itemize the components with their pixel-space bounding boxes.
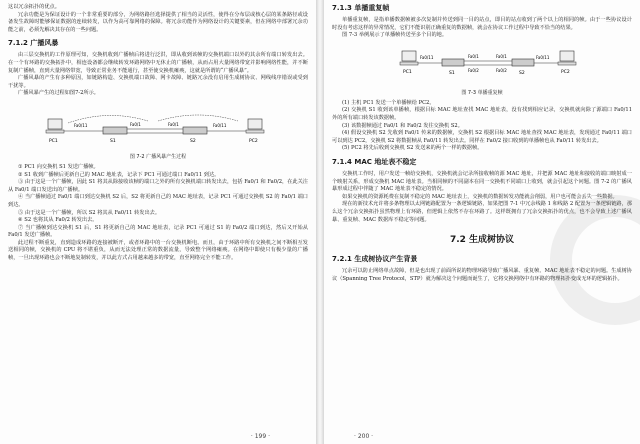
switch-s1-icon [103, 127, 127, 134]
left-para-2: 广播风暴的产生有多种原因，如链路构造、交换机端口故障、网卡故障、链路冗余没有启用生成树协议、网线线序错误或受到干扰等。 [8, 75, 308, 89]
pc1-label: PC1 [49, 138, 58, 144]
fig3-pc2-icon [560, 51, 574, 61]
left-tail-para: 此过程不断重复，直到造成环路的连接被断开，或者环路中的一台交换机断电。而且，由于环路中所有交换机之间不断相互发送相同的帧，交换机的 CPU 将不堪重负，从而无法处理正常的数据流量，导致整个网络瘫痪。在网络中即使只有极少量的广播帧，一旦出现环路也会不断地复制转发，并以此方式占用越来越多的带宽，直至网络完全不能工作。 [8, 239, 308, 262]
fig3-s1-label: S1 [449, 70, 455, 76]
figure-7-3-caption: 图 7-3 单播重复帧 [461, 89, 503, 96]
fig3-switch-s2-icon [512, 59, 534, 66]
right-column [332, 0, 632, 283]
figure-7-2-diagram [8, 101, 308, 151]
fig3-s2-fa01: Fa0/1 [496, 53, 507, 59]
left-step-6: ⑥ S2 也将其从 Fa0/2 转发出去。 [18, 217, 98, 224]
pc1-icon [48, 119, 62, 129]
pc2-label: PC2 [249, 138, 258, 144]
s2-fa011-label: Fa0/11 [213, 122, 227, 128]
chapter-7-2-heading: 7.2 生成树协议 [449, 235, 515, 246]
figure-7-2-caption: 图 7-2 广播风暴产生过程 [129, 153, 187, 160]
right-page [324, 0, 640, 444]
section-7-1-2-heading: 7.1.2 广播风暴 [8, 39, 59, 48]
figure-7-3-diagram [332, 43, 632, 87]
s1-fa01-label: Fa0/1 [130, 121, 141, 127]
fig3-s2-fa02: Fa0/2 [496, 67, 507, 73]
right-step-2: (2) 交换机 S1 收到该单播帧，根据目标 MAC 地址查找 MAC 地址表，没有找到相应记录，交换机就向除了源端口 Fa0/11 外的所有端口转发该数据帧。 [332, 107, 632, 121]
left-step-2: ② S1 收到广播帧后更新自己的 MAC 地址表，记录下 PC1 可通过端口 Fa0/11 到达。 [18, 171, 220, 178]
right-para-1: 单播重复帧，是指单播数据帧被多次复制并传送到同一目的站点，即目的站点收到了两个以上的相同的帧。由于一些协议设计时没有考虑这样的异常情况，它们不能识别正确重复的数据帧，就会在协议工作过程中导致不恰当的结果。 [332, 17, 632, 31]
fig3-s2-label: S2 [519, 70, 525, 76]
right-para-3: 如果交换机的资源耗费在复制不稳定的 MAC 地址表上，交换机的数据转发功能就会削弱，用户也可能会丢失一些数据。 [342, 193, 618, 200]
left-column [8, 0, 308, 263]
s2-label: S2 [190, 138, 196, 144]
s1-label: S1 [110, 138, 116, 144]
fig3-switch-s1-icon [442, 59, 464, 66]
right-para-5: 冗余可以防止网络单点故障，但是也出现了前面所说的物理环路导致广播风暴、重复帧、MAC 地址表不稳定的问题。生成树协议（Spanning Tree Protocol，STP）就为解决这个问题而诞生了，它将交换网络中有环路的物理拓扑变成无环的逻辑拓扑。 [332, 268, 632, 282]
fig3-pc1-icon [402, 51, 416, 61]
section-7-2-1-heading: 7.2.1 生成树协议产生背景 [332, 255, 418, 264]
figure-7-2 [8, 101, 308, 151]
left-para-1: 由三层交换机的工作原理可知，交换机收到广播帧后将进行泛洪，即从收到该帧的交换机端口以外的其余所有端口转发出去。在一个有环路的交换拓扑中，相连设备都会继续转发环路网络中无休止的广播帧，从而占用大量网络带宽并影响网络性能，并不断复制广播帧，直到大量网络带宽，导致正常业务不能通行，甚至使交换机瘫痪，这就是所谓的“广播风暴”。 [8, 52, 308, 74]
right-step-1: (1) 主机 PC1 发送一个单播帧给 PC2。 [342, 99, 435, 106]
left-step-1: ① PC1 向交换机 S1 发送广播帧。 [18, 163, 99, 170]
section-7-1-3-heading: 7.1.3 单播重复帧 [332, 4, 390, 12]
fig3-pc1-label: PC1 [403, 69, 412, 75]
fig3-s1-fa02: Fa0/2 [468, 67, 479, 73]
switch-s2-icon [183, 127, 207, 134]
left-step-5: ⑤ 由于这是一个广播帧，所以 S2 将其从 Fa0/11 转发出去。 [18, 209, 161, 216]
right-page-number: · 200 · [354, 433, 374, 440]
right-para-1b: 图 7-3 举例展示了单播帧传送至多个目的地。 [342, 32, 448, 39]
pc2-icon [248, 119, 262, 129]
left-step-7: ⑦ 当广播帧到达交换机 S1 后，S1 将更新自己的 MAC 地址表，记录 PC1 可通过 S1 的 Fa0/2 端口到达，然后又开始从 Fa0/1 发送广播帧。 [8, 224, 308, 239]
right-para-2: 交换机工作时，用户发送一帧给交换机，交换机就会记录所接收帧的源 MAC 地址，并把源 MAC 地址和接收的端口映射成一个映射关系，形成交换机 MAC 地址表。当相同帧的不同副本在同一交换机不同端口上收到，就会引起这个问题。图 7-2 的广播风暴形成过程中伴随了 MAC 地址表不稳定的情况。 [332, 170, 632, 193]
right-para-4: 现在的新技术允许将多条物理以太网链路配置为一条逻辑链路，如果把图 7-1 中冗余线路 1 和线路 2 配置为一条逻辑链路，那么这个冗余交换拓扑虽然物理上有环路，但逻辑上依然不存在环路了。这样既拥有了冗余交换拓扑的优点，也不会导致上述广播风暴、重复帧、MAC 数据库不稳定等问题。 [332, 201, 632, 223]
fig3-s2-fa011: Fa0/11 [536, 54, 550, 60]
s1-fa011-label: Fa0/11 [74, 122, 88, 128]
left-step-3: ③ 由于这是一个广播帧，因此 S1 将其从除接收该帧的端口之外的所有交换机端口转发出去，包括 Fa0/1 和 Fa0/2，在此关注从 Fa0/1 端口发送出的广播帧。 [8, 179, 308, 193]
left-page [0, 0, 316, 444]
fig3-pc2-label: PC2 [561, 69, 570, 75]
left-line-1: 这以冗余拓扑的优点。 [8, 4, 60, 10]
left-step-4: ④ 当广播帧通过 Fa0/1 端口到达交换机 S2 后，S2 将更新自己的 MAC 地址表，记录 PC1 可通过交换机 S2 的 Fa0/1 端口到达。 [8, 194, 308, 208]
figure-7-3 [332, 43, 632, 87]
section-7-1-4-heading: 7.1.4 MAC 地址表不稳定 [332, 157, 417, 166]
left-page-number: · 199 · [250, 433, 270, 440]
right-step-3: (3) 该数据帧通过 Fa0/1 和 Fa0/2 发往交换机 S2。 [342, 122, 463, 129]
left-line-2: 冗余功能是为保证设计的一个非常重要的部分，为网络路径选择提供了相当的灵活性，使得在分布层或核心层的某条路径或设备发生故障时能够保证数据的连续转发，以作为高可靠网络的保障。将冗余功能作为网络设计的关键要素，但在网络中部署冗余功能之前，必须先解决其存在的一些问题。 [8, 11, 308, 33]
fig3-s1-fa011: Fa0/11 [420, 54, 434, 60]
fig3-s1-fa01: Fa0/1 [468, 53, 479, 59]
left-para-3: 广播风暴产生的过程如图7-2所示。 [18, 90, 99, 97]
right-step-5: (5) PC2 将先后收到交换机 S2 发送来的两个一样的数据帧。 [342, 145, 483, 152]
s2-fa01-label: Fa0/1 [168, 121, 179, 127]
book-gutter [316, 0, 324, 444]
right-step-4: (4) 假设交换机 S2 先收到 Fa0/1 传来的数据帧，交换机 S2 根据目标 MAC 地址查找 MAC 地址表，发现通过 Fa0/11 端口可以到达 PC2，交换机 S2 将数据帧从 Fa0/11 转发出去。同样在 Fa0/2 接口收到的单播帧也从 Fa0/11 转发出去。 [332, 130, 632, 144]
